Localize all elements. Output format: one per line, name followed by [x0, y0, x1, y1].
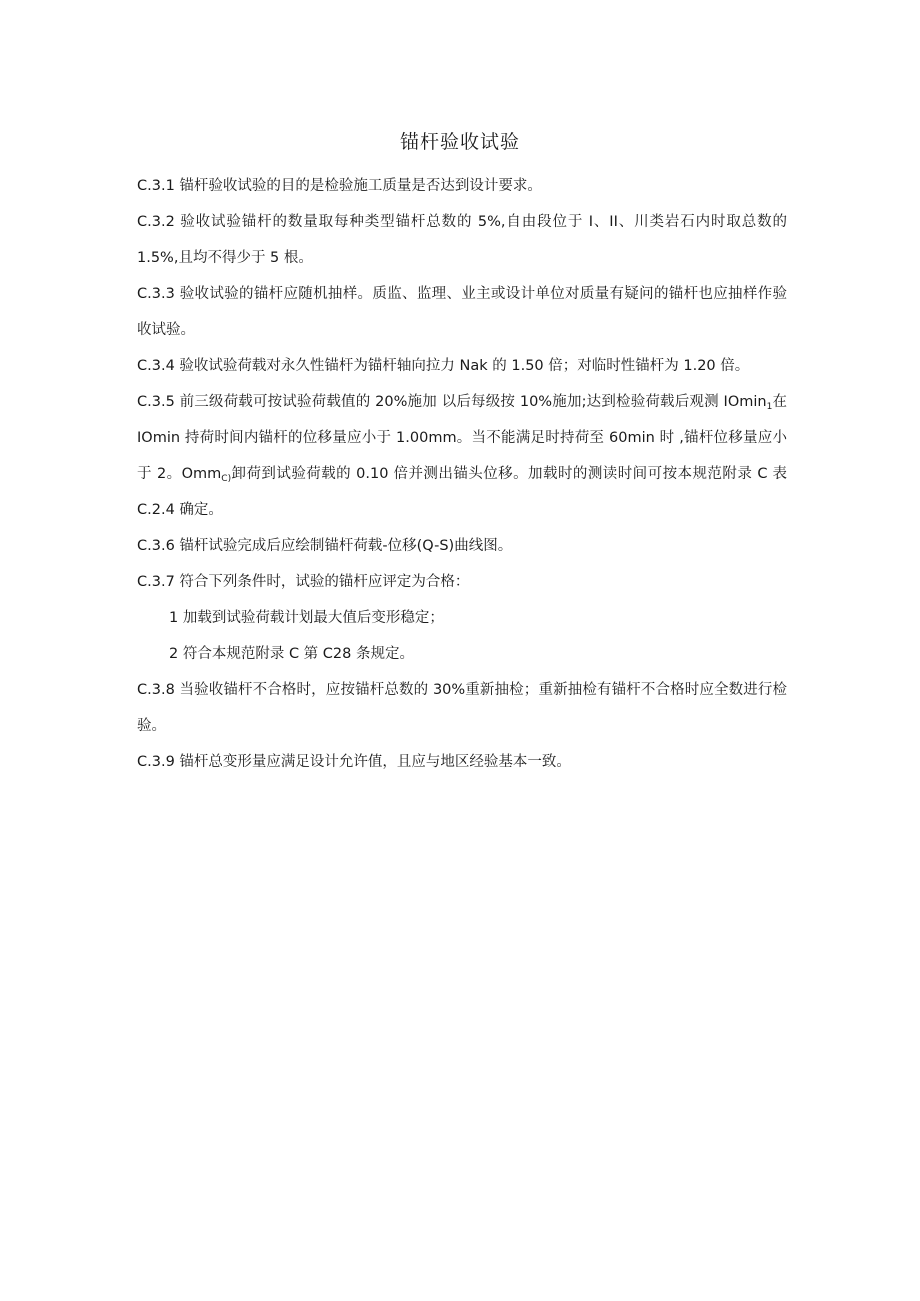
clause-c-3-5-part-2: 在 IOmin 持荷时间内锚杆的位移量应小于 1.00mm。当不能满足时持荷至 60min 时 ,锚杆位移量应小于 2。Omm — [137, 394, 788, 482]
clause-c-3-2: C.3.2 验收试验锚杆的数量取每种类型锚杆总数的 5%,自由段位于 I、II、川类岩石内时取总数的 1.5%,且均不得少于 5 根。 — [137, 214, 787, 266]
clause-c-3-9: C.3.9 锚杆总变形量应满足设计允许值，且应与地区经验基本一致。 — [137, 754, 571, 770]
clause-c-3-5-part-1: C.3.5 前三级荷载可按试验荷载值的 20%施加 以后每级按 10%施加;达到检验荷载后观测 IOmin — [137, 394, 767, 410]
clause-c-3-7-item-1: 1 加载到试验荷载计划最大值后变形稳定； — [169, 610, 444, 626]
clause-c-3-8: C.3.8 当验收锚杆不合格时，应按锚杆总数的 30%重新抽检；重新抽检有锚杆不合格时应全数进行检验。 — [137, 682, 787, 734]
clause-c-3-1: C.3.1 锚杆验收试验的目的是检验施工质量是否达到设计要求。 — [137, 178, 542, 194]
page-title: 锚杆验收试验 — [399, 131, 520, 153]
clause-c-3-5-subscript-1: 1 — [766, 402, 773, 412]
clause-c-3-5-subscript-2: C) — [221, 474, 232, 484]
clause-c-3-5 — [137, 384, 787, 528]
clause-c-3-7-item-2: 2 符合本规范附录 C 第 C28 条规定。 — [169, 646, 414, 662]
clause-c-3-7: C.3.7 符合下列条件时，试验的锚杆应评定为合格： — [137, 574, 470, 590]
clause-c-3-3: C.3.3 验收试验的锚杆应随机抽样。质监、监理、业主或设计单位对质量有疑问的锚杆也应抽样作验收试验。 — [137, 286, 787, 338]
document-body — [137, 168, 787, 780]
clause-c-3-4: C.3.4 验收试验荷载对永久性锚杆为锚杆轴向拉力 Nak 的 1.50 倍；对临时性锚杆为 1.20 倍。 — [137, 358, 750, 374]
clause-c-3-5-part-3: 卸荷到试验荷载的 0.10 倍并测出锚头位移。加载时的测读时间可按本规范附录 C 表 C.2.4 确定。 — [137, 466, 788, 518]
clause-c-3-6: C.3.6 锚杆试验完成后应绘制锚杆荷载-位移(Q-S)曲线图。 — [137, 538, 513, 554]
